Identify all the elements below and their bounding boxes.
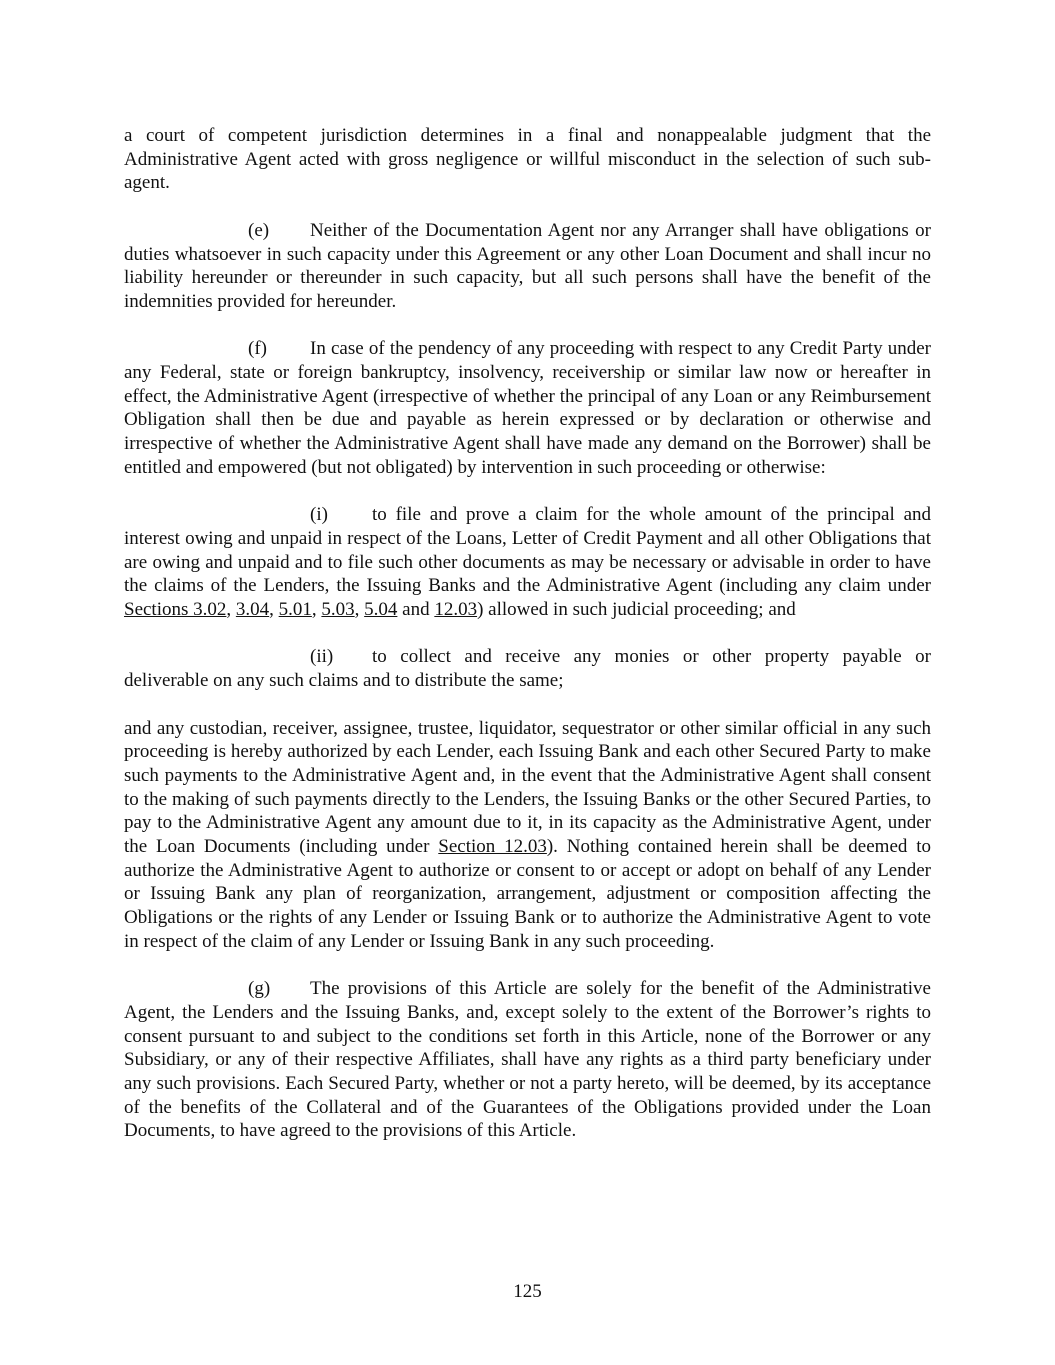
- paragraph-g-text: The provisions of this Article are solely for the benefit of the Administrative Agent, the Lenders and the Issuing Banks, and, except solely to the extent of the Borrower’s rights to consent pursuant to and subject to the conditions set forth in this Article, none of the Borrower or any Subsidiary, or any of their respective Affiliates, shall have any rights as a third party beneficiary under any such provisions. Each Secured Party, whether or not a party hereto, will be deemed, by its acceptance of the benefits of the Collateral and of the Guarantees of the Obligations provided under the Loan Documents, to have agreed to the provisions of this Article.: [124, 978, 931, 1142]
- paragraph-f-text: In case of the pendency of any proceeding with respect to any Credit Party under any Federal, state or foreign bankruptcy, insolvency, receivership or similar law now or hereafter in effect, the Administrative Agent (irrespective of whether the principal of any Loan or any Reimbursement Obligation shall then be due and payable as herein expressed or by declaration or otherwise and irrespective of whether the Administrative Agent shall have made any demand on the Borrower) shall be entitled and empowered (but not obligated) by intervention in such proceeding or otherwise:: [124, 338, 931, 478]
- paragraph-custodian-text: and any custodian, receiver, assignee, trustee, liquidator, sequestrator or other similar official in any such proceeding is hereby authorized by each Lender, each Issuing Bank and each other Secured Party to make such payments to the Administrative Agent and, in the event that the Administrative Agent shall consent to the making of such payments directly to the Lenders, the Issuing Banks or the other Secured Parties, to pay to the Administrative Agent any amount due to it, in its capacity as the Administrative Agent, under the Loan Documents (including under: [124, 717, 931, 858]
- paragraph-g: [124, 977, 931, 1143]
- page-number: 125: [513, 1281, 542, 1302]
- paragraph-continuation: a court of competent jurisdiction determines in a final and nonappealable judgment that the Administrative Agent acted with gross negligence or willful misconduct in the selection of such sub-agent.: [124, 125, 931, 194]
- paragraph-e-label: (e): [248, 219, 270, 241]
- separator: ,: [226, 599, 236, 621]
- paragraph-e: [124, 219, 931, 314]
- section-reference-12-03: 12.03: [434, 599, 478, 621]
- subparagraph-i-text: to file and prove a claim for the whole amount of the principal and interest owing and unpaid in respect of the Loans, Letter of Credit Payment and all other Obligations that are owing and unpaid and to file such other documents as may be necessary or advisable in order to have the claims of the Lenders, the Issuing Banks and the Administrative Agent (including any claim under: [124, 504, 931, 597]
- paragraph-f-label: (f): [248, 338, 267, 360]
- paragraph-f: [124, 337, 931, 479]
- separator: ,: [269, 599, 279, 621]
- subparagraph-i-label: (i): [310, 504, 328, 526]
- subparagraph-ii-label: (ii): [310, 646, 334, 668]
- section-reference-3-04: 3.04: [235, 599, 270, 621]
- paragraph-e-text: Neither of the Documentation Agent nor any Arranger shall have obligations or duties whatsoever in such capacity under this Agreement or any other Loan Document and shall incur no liability hereunder or thereunder in such capacity, but all such persons shall have the benefit of the indemnities provided for hereunder.: [124, 219, 931, 312]
- separator: ,: [354, 599, 365, 621]
- section-reference-12-03-b: Section 12.03: [438, 836, 547, 858]
- paragraph-g-label: (g): [248, 978, 271, 1000]
- section-reference-5-01: 5.01: [278, 599, 312, 621]
- subparagraph-i: [124, 503, 931, 622]
- subparagraph-ii: [124, 645, 931, 692]
- paragraph-custodian: [124, 717, 931, 954]
- subparagraph-ii-text: to collect and receive any monies or other property payable or deliverable on any such claims and to distribute the same;: [124, 646, 931, 692]
- separator: ,: [311, 599, 322, 621]
- subparagraph-i-text-end: ) allowed in such judicial proceeding; and: [477, 599, 796, 621]
- section-reference-3-02: Sections 3.02: [124, 599, 227, 621]
- document-page: [124, 124, 931, 1143]
- paragraph-custodian-text-end: ). Nothing contained herein shall be deemed to authorize the Administrative Agent to authorize or consent to or accept or adopt on behalf of any Lender or Issuing Bank any plan of reorganization, arrangement, adjustment or composition affecting the Obligations or the rights of any Lender or Issuing Bank or to authorize the Administrative Agent to vote in respect of the claim of any Lender or Issuing Bank in any such proceeding.: [124, 836, 931, 952]
- section-reference-5-04: 5.04: [364, 599, 398, 621]
- separator: and: [397, 599, 435, 621]
- section-reference-5-03: 5.03: [321, 599, 355, 621]
